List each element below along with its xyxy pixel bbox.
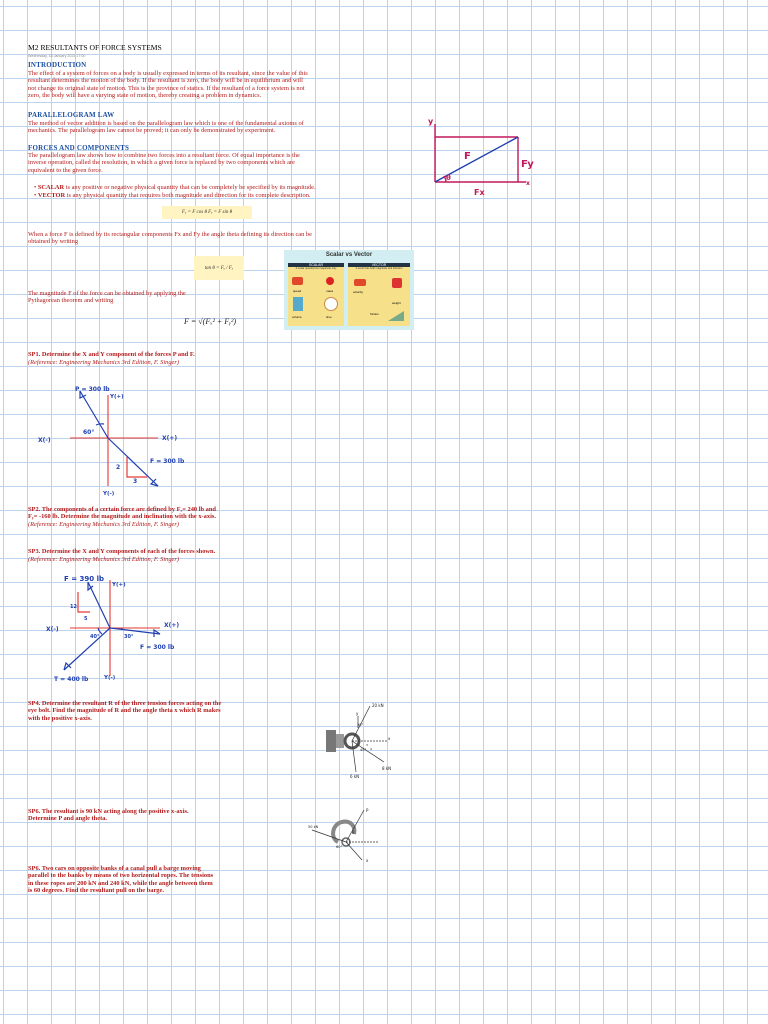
label-y-pos: Y(+) xyxy=(110,394,124,400)
vector-desc: A vector has both magnitude and direction xyxy=(355,267,403,270)
text-line: The parallelogram law shows how to combine two forces into a resultant force. Of equal importance is the xyxy=(28,152,300,159)
label-4: 4 xyxy=(370,747,372,751)
force-components-diagram xyxy=(424,112,544,200)
sp6-text xyxy=(28,865,213,894)
text-line: in these ropes are 200 kN and 240 kN, while the angle between them xyxy=(28,879,213,887)
label-f: F = 390 lb xyxy=(64,575,104,583)
label-x: x xyxy=(388,736,391,741)
text-line: The magnitude F of the force can be obtained by applying the xyxy=(28,290,186,297)
cylinder-icon xyxy=(293,297,303,311)
label-y-neg: Y(-) xyxy=(104,675,116,681)
vector-item: weight xyxy=(392,301,401,305)
formula-tan: tan θ = Fᵧ / Fₓ xyxy=(194,256,244,280)
label-p: P = 300 lb xyxy=(75,386,110,393)
label-8kn: 8 kN xyxy=(382,766,392,771)
text-line: resultant determines the motion of the body. If the resultant is zero, the body will be in equilibrium and will xyxy=(28,77,303,85)
sp1-title: SP1. Determine the X and Y component of the forces P and F. xyxy=(28,351,195,358)
page-title: M2 RESULTANTS OF FORCE SYSTEMS xyxy=(28,43,162,52)
text-line: SP6. Two cars on opposite banks of a canal pull a barge moving xyxy=(28,865,201,872)
sp3-diagram xyxy=(30,568,200,688)
bullet-text: is any physical quantity that requires both magnitude and direction for its complete description. xyxy=(65,192,311,199)
vector-item: velocity xyxy=(353,290,364,294)
sp1-diagram xyxy=(30,383,200,498)
force-t-line xyxy=(64,628,110,670)
text-line: Fᵧ= -160 lb. Determine the magnitude and inclination with the x-axis. xyxy=(28,513,216,521)
label-y-neg: Y(-) xyxy=(103,491,115,497)
weight-icon xyxy=(392,278,402,288)
sp4-text xyxy=(28,700,221,722)
vector-header: VECTOR xyxy=(348,263,410,267)
forces-heading: FORCES AND COMPONENTS xyxy=(28,144,130,152)
axis-label-x: x xyxy=(526,180,530,187)
label-x-neg: X(-) xyxy=(38,437,51,444)
text-line: parallel to the banks by means of two horizontal ropes. The tensions xyxy=(28,872,214,880)
scalar-panel xyxy=(288,263,344,326)
label-angle: 60° xyxy=(83,429,95,436)
force-50kn-line xyxy=(312,830,346,842)
label-40: 40° xyxy=(90,634,100,640)
parallelogram-text xyxy=(28,120,408,135)
sp2-reference: (Reference: Engineering Mechanics 3rd Edition, F. Singer) xyxy=(28,521,179,528)
sp3-title: SP3. Determine the X and Y components of each of the forces shown. xyxy=(28,548,216,555)
label-y: y xyxy=(356,711,359,716)
label-60: 60° xyxy=(336,845,343,849)
label-y-pos: Y(+) xyxy=(112,582,126,588)
label-x-pos: X(+) xyxy=(164,622,180,629)
scalar-desc: A scalar quantity has magnitude only xyxy=(295,267,337,270)
label-30: 30° xyxy=(124,634,134,640)
label-f: F = 300 lb xyxy=(150,458,185,465)
vector-panel xyxy=(348,263,410,326)
definition-list xyxy=(34,184,414,200)
text-line: inverse operation, called the resolution, in which a given force is replaced by two components which are xyxy=(28,159,295,167)
label-x-neg: X(-) xyxy=(46,626,59,633)
text-line: mechanics. The parallelogram law cannot be proved; it can only be demonstrated by experiment. xyxy=(28,127,276,135)
label-x: x xyxy=(366,858,369,863)
car-icon xyxy=(292,277,303,285)
text-line: The effect of a system of forces on a body is usually expressed in terms of its resultant, since the value of this xyxy=(28,70,308,77)
axis-label-y: y xyxy=(428,117,434,126)
label-f2: F = 300 lb xyxy=(140,644,175,651)
sp2-text xyxy=(28,506,216,521)
force-f2-line xyxy=(110,628,160,634)
formula-magnitude: F = √(Fₓ² + Fᵧ²) xyxy=(184,317,237,326)
label-45: 45° xyxy=(360,748,367,752)
text-line: zero, the body will have a varying state of motion, thereby creating a problem in dynamics. xyxy=(28,91,262,99)
label-fx: Fx xyxy=(474,188,485,197)
magnitude-text xyxy=(28,290,248,305)
angle-text xyxy=(28,231,408,246)
bullet-term: SCALAR xyxy=(37,184,65,191)
text-line: not change its original state of motion. This is the province of statics. If the resultant of a force system is not xyxy=(28,84,305,92)
bullet-vector: • VECTOR is any physical quantity that requires both magnitude and direction for its complete description. xyxy=(34,192,311,199)
scalar-vector-infographic xyxy=(284,250,414,330)
parallelogram-heading: PARALLELOGRAM LAW xyxy=(28,111,115,119)
wall xyxy=(326,730,336,752)
hook-diagram xyxy=(306,804,386,868)
text-line: The method of vector addition is based on the parallelogram law which is one of the fundamental axioms of xyxy=(28,120,304,127)
text-line: When a force F is defined by its rectangular components Fx and Fy the angle theta defining its direction can be xyxy=(28,231,312,238)
label-five: 5 xyxy=(84,616,88,622)
scalar-item: volume xyxy=(292,315,302,319)
text-line: SP4. Determine the resultant R of the three tension forces acting on the xyxy=(28,700,222,707)
scalar-item: time xyxy=(326,315,332,319)
text-line: Pythagorean theorem and writing xyxy=(28,297,114,305)
formula-components: Fₓ = F cos θ Fᵧ = F sin θ xyxy=(162,206,252,219)
force-p-line xyxy=(346,810,364,842)
nut xyxy=(336,734,344,748)
label-theta: θ xyxy=(446,174,451,182)
label-twelve: 12 xyxy=(70,604,77,610)
forces-text xyxy=(28,152,408,174)
label-t: T = 400 lb xyxy=(54,676,89,683)
bullet-text: is any positive or negative physical quantity that can be completely be specified by its magnitude. xyxy=(64,184,316,191)
bullet-term: VECTOR xyxy=(37,192,66,199)
slope-triangle xyxy=(127,457,147,477)
label-theta: θ xyxy=(352,830,355,835)
ramp-icon xyxy=(388,311,404,321)
slope-triangle xyxy=(78,592,90,612)
text-line: is 60 degrees. Find the resultant pull on the barge. xyxy=(28,886,164,894)
label-three: 3 xyxy=(133,478,138,485)
text-line: Determine P and angle theta. xyxy=(28,815,107,823)
intro-heading: INTRODUCTION xyxy=(28,61,87,69)
label-fy: Fy xyxy=(521,159,534,170)
scalar-item: mass xyxy=(326,289,334,293)
eye-bolt-diagram xyxy=(320,700,400,780)
force-8kn-line xyxy=(352,741,384,762)
text-line: SP2. The components of a certain force are defined by Fₓ= 240 lb and xyxy=(28,506,216,513)
text-line: obtained by writing xyxy=(28,238,79,246)
clock-icon xyxy=(324,297,338,311)
text-line: equivalent to the given force. xyxy=(28,166,103,174)
cable-line xyxy=(346,842,362,860)
bullet-scalar: • SCALAR is any positive or negative physical quantity that can be completely be specified by its magnitude. xyxy=(34,184,316,191)
page-date: Wednesday, 18 January 2023 17:00 xyxy=(28,54,86,58)
label-two: 2 xyxy=(116,464,121,471)
label-20kn: 20 kN xyxy=(372,703,384,708)
label-f: F xyxy=(464,151,471,162)
label-50kn: 50 kN xyxy=(308,825,319,829)
scalar-header: SCALAR xyxy=(288,263,344,267)
text-line: eye bolt. Find the magnitude of R and the angle theta x which R makes xyxy=(28,707,221,715)
infographic-title: Scalar vs Vector xyxy=(325,252,373,258)
force-f-line xyxy=(88,582,110,628)
moving-car-icon xyxy=(354,279,366,286)
scalar-item: speed xyxy=(293,289,302,293)
text-line: SP6. The resultant is 90 kN acting along the positive x-axis. xyxy=(28,808,189,815)
sp1-reference: (Reference: Engineering Mechanics 3rd Edition, F. Singer) xyxy=(28,359,179,366)
sp3-reference: (Reference: Engineering Mechanics 3rd Edition, F. Singer) xyxy=(28,556,179,563)
apple-icon xyxy=(326,277,334,285)
sp5-text xyxy=(28,808,189,823)
label-x-pos: X(+) xyxy=(162,435,178,442)
text-line: with the positive x-axis. xyxy=(28,714,92,722)
label-6kn: 6 kN xyxy=(350,774,360,779)
intro-text xyxy=(28,70,408,99)
label-3: 3 xyxy=(366,743,368,747)
label-30: 30° xyxy=(357,723,364,727)
vector-item: friction xyxy=(370,312,379,316)
label-p: P xyxy=(366,808,369,813)
